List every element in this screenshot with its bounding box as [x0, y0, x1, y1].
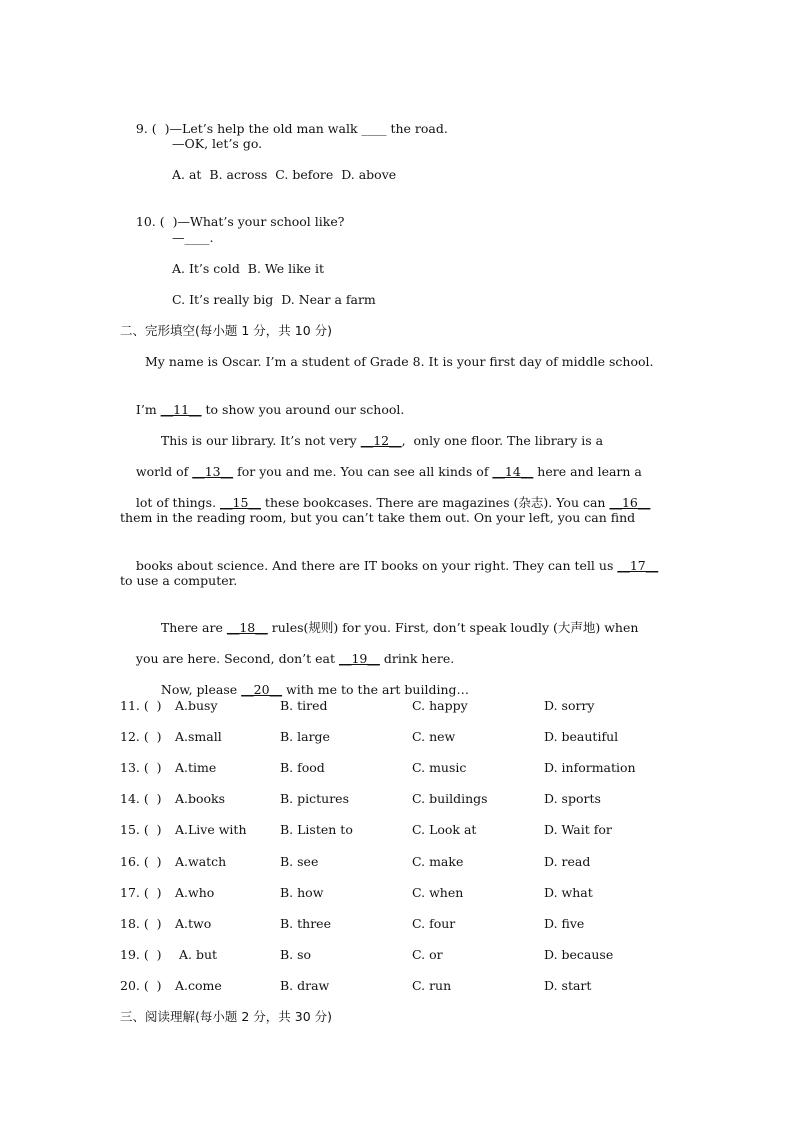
question-9-options: A. at B. across C. before D. above: [172, 167, 397, 182]
option-d: D. what: [544, 885, 593, 900]
section-3-heading: 三、阅读理解(每小题 2 分，共 30 分): [120, 1009, 333, 1024]
option-a: A.watch: [175, 854, 227, 869]
blank-13: __13__: [192, 464, 234, 479]
passage-line-8: to use a computer.: [120, 573, 238, 588]
question-number: 14. ( ): [120, 791, 162, 806]
passage-text: Now, please: [160, 682, 242, 697]
question-number: 13. ( ): [120, 760, 162, 775]
question-10: [120, 198, 344, 246]
blank-11: __11__: [160, 402, 202, 417]
passage-line-1: My name is Oscar. I’m a student of Grade 8. It is your first day of middle school.: [145, 354, 654, 369]
passage-text: I’m: [135, 402, 161, 417]
passage-text: to show you around our school.: [201, 402, 405, 417]
option-a: A.Live with: [175, 822, 247, 837]
question-9-number: 9. ( ): [135, 121, 170, 136]
blank-18: __18__: [226, 620, 268, 635]
question-9-reply: —OK, let’s go.: [172, 136, 263, 151]
option-d: D. five: [544, 916, 585, 931]
passage-text: you are here. Second, don’t eat: [135, 651, 339, 666]
blank-16: __16__: [609, 495, 651, 510]
option-c: C. Look at: [412, 822, 477, 837]
option-d: D. start: [544, 978, 592, 993]
option-b: B. draw: [280, 978, 330, 993]
question-10-text: —What’s your school like?: [177, 214, 345, 229]
option-b: B. three: [280, 916, 331, 931]
question-10-options-line-1: A. It’s cold B. We like it: [172, 261, 325, 276]
passage-text: for you and me. You can see all kinds of: [233, 464, 493, 479]
option-d: D. sorry: [544, 698, 595, 713]
option-a: A.come: [175, 978, 222, 993]
passage-text: , only one floor. The library is a: [401, 433, 604, 448]
question-10-options-line-2: C. It’s really big D. Near a farm: [172, 292, 376, 307]
option-d: D. read: [544, 854, 591, 869]
question-number: 15. ( ): [120, 822, 162, 837]
blank-19: __19__: [338, 651, 380, 666]
passage-text: books about science. And there are IT books on your right. They can tell us: [135, 558, 618, 573]
option-b: B. large: [280, 729, 330, 744]
question-number: 17. ( ): [120, 885, 162, 900]
question-number: 11. ( ): [120, 698, 162, 713]
question-number: 19. ( ): [120, 947, 162, 962]
option-c: C. run: [412, 978, 452, 993]
passage-text: There are: [160, 620, 227, 635]
passage-text: lot of things.: [135, 495, 221, 510]
blank-20: __20__: [241, 682, 283, 697]
option-d: D. information: [544, 760, 636, 775]
blank-12: __12__: [360, 433, 402, 448]
option-d: D. Wait for: [544, 822, 612, 837]
passage-text: world of: [135, 464, 193, 479]
blank-17: __17__: [617, 558, 659, 573]
option-b: B. Listen to: [280, 822, 353, 837]
question-number: 18. ( ): [120, 916, 162, 931]
question-10-reply: —____.: [172, 230, 214, 245]
option-b: B. pictures: [280, 791, 349, 806]
option-c: C. music: [412, 760, 467, 775]
option-c: C. happy: [412, 698, 468, 713]
question-number: 12. ( ): [120, 729, 162, 744]
option-c: C. make: [412, 854, 464, 869]
blank-14: __14__: [492, 464, 534, 479]
question-number: 16. ( ): [120, 854, 162, 869]
option-b: B. how: [280, 885, 324, 900]
passage-text: rules(规则) for you. First, don’t speak loudly (大声地) when: [267, 620, 639, 635]
option-a: A.who: [175, 885, 215, 900]
question-9: [120, 105, 448, 153]
option-b: B. tired: [280, 698, 328, 713]
passage-text: This is our library. It’s not very: [160, 433, 361, 448]
option-b: B. see: [280, 854, 319, 869]
question-10-number: 10. ( ): [135, 214, 178, 229]
option-a: A.time: [175, 760, 217, 775]
option-c: C. buildings: [412, 791, 488, 806]
option-d: D. because: [544, 947, 614, 962]
option-c: C. when: [412, 885, 464, 900]
option-c: C. new: [412, 729, 456, 744]
option-a: A.small: [175, 729, 222, 744]
option-c: C. or: [412, 947, 443, 962]
passage-text: here and learn a: [533, 464, 642, 479]
passage-text: with me to the art building…: [282, 682, 470, 697]
passage-text: these bookcases. There are magazines (杂志). You can: [260, 495, 610, 510]
passage-line-6: them in the reading room, but you can’t take them out. On your left, you can find: [120, 510, 636, 525]
option-a: A. but: [175, 947, 218, 962]
option-d: D. beautiful: [544, 729, 619, 744]
section-2-heading: 二、完形填空(每小题 1 分，共 10 分): [120, 323, 333, 338]
option-b: B. food: [280, 760, 325, 775]
option-d: D. sports: [544, 791, 601, 806]
blank-15: __15__: [220, 495, 261, 510]
option-c: C. four: [412, 916, 456, 931]
option-a: A.two: [175, 916, 212, 931]
option-a: A.busy: [175, 698, 218, 713]
passage-text: drink here.: [379, 651, 455, 666]
option-a: A.books: [175, 791, 226, 806]
question-number: 20. ( ): [120, 978, 162, 993]
option-b: B. so: [280, 947, 312, 962]
question-9-text: —Let’s help the old man walk ____ the road.: [169, 121, 448, 136]
